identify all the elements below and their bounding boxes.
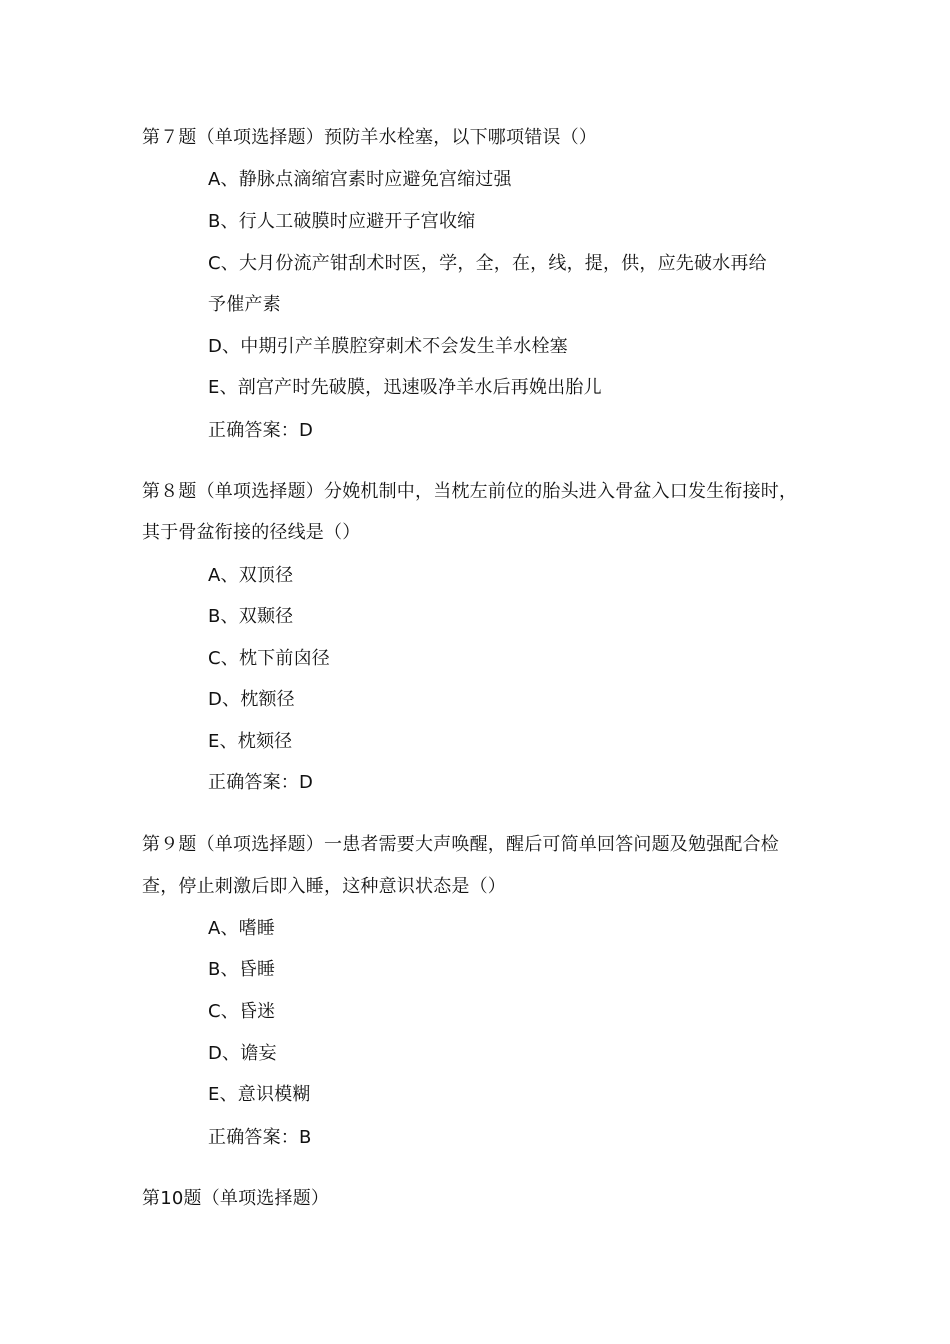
question-8-option-a: A、双顶径 [208, 565, 294, 586]
question-9-option-c: C、昏迷 [208, 1001, 276, 1022]
question-9-answer: 正确答案：B [208, 1127, 312, 1148]
question-9-option-a: A、嗜睡 [208, 918, 276, 939]
question-9-option-e: E、意识模糊 [208, 1084, 311, 1105]
question-7-answer: 正确答案：D [208, 420, 314, 441]
question-8-option-c: C、枕下前囟径 [208, 648, 330, 669]
question-9-stem-line-1: 第９题（单项选择题）一患者需要大声唤醒，醒后可简单回答问题及勉强配合检 [142, 834, 779, 855]
question-8-stem-line-1: 第８题（单项选择题）分娩机制中，当枕左前位的胎头进入骨盆入口发生衔接时， [142, 481, 798, 502]
question-7-option-d: D、中期引产羊膜腔穿刺术不会发生羊水栓塞 [208, 336, 568, 357]
question-10-stem: 第10题（单项选择题） [142, 1188, 330, 1209]
question-7-option-e: E、剖宫产时先破膜，迅速吸净羊水后再娩出胎儿 [208, 377, 602, 398]
question-8-option-b: B、双颞径 [208, 606, 294, 627]
question-8-answer: 正确答案：D [208, 772, 314, 793]
question-7-option-a: A、静脉点滴缩宫素时应避免宫缩过强 [208, 169, 512, 190]
question-7-stem: 第７题（单项选择题）预防羊水栓塞，以下哪项错误（） [142, 127, 597, 148]
question-9-stem-line-2: 查，停止刺激后即入睡，这种意识状态是（） [142, 876, 506, 897]
question-9-option-d: D、谵妄 [208, 1043, 277, 1064]
question-7-option-b: B、行人工破膜时应避开子宫收缩 [208, 211, 476, 232]
question-8-option-d: D、枕额径 [208, 689, 295, 710]
question-8-option-e: E、枕颏径 [208, 731, 293, 752]
question-7-option-c-cont: 予催产素 [208, 294, 281, 315]
question-8-stem-line-2: 其于骨盆衔接的径线是（） [142, 522, 361, 543]
question-9-option-b: B、昏睡 [208, 959, 276, 980]
question-7-option-c: C、大月份流产钳刮术时医，学，全，在，线，提，供，应先破水再给 [208, 253, 767, 274]
